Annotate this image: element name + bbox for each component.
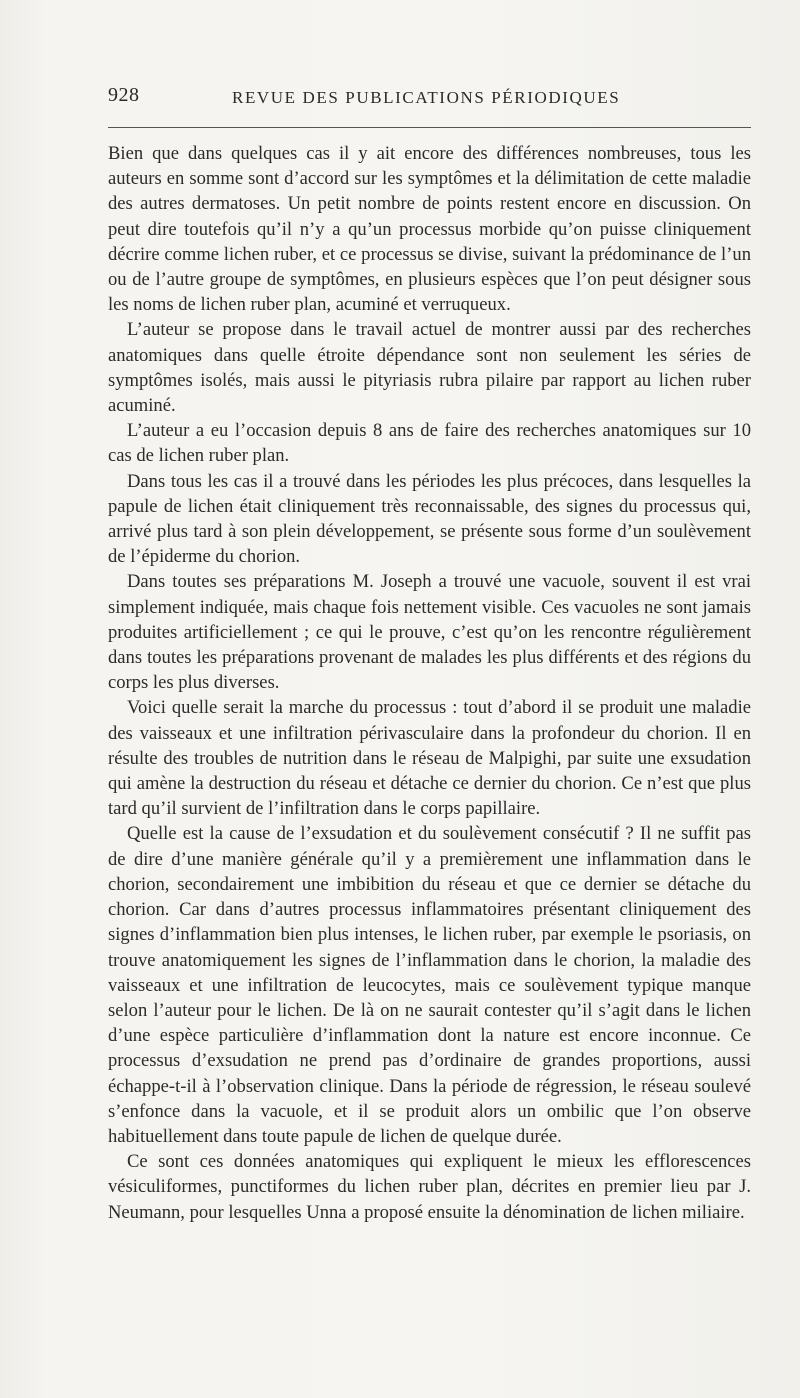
page-number: 928 [108, 84, 140, 106]
paragraph: Dans tous les cas il a trouvé dans les périodes les plus précoces, dans lesquelles la papule de lichen était cliniquement très reconnaissable, des signes du processus qui, arrivé plus tard à son plein développement, se présente sous forme d’un soulèvement de l’épiderme du chorion. [108, 470, 751, 568]
article-body [108, 141, 751, 1225]
paragraph: Quelle est la cause de l’exsudation et du soulèvement consécutif ? Il ne suffit pas de dire d’une manière générale qu’il y a premièrement une inflammation dans le chorion, secondairement une imbibition du réseau et que ce dernier se détache du chorion. Car dans d’autres processus inflammatoires présentant cliniquement des signes d’inflammation bien plus intenses, le lichen ruber, par exemple le psoriasis, on trouve anatomiquement les signes de l’inflammation dans le chorion, la maladie des vaisseaux et une infiltration de leucocytes, mais ce soulèvement typique manque selon l’auteur pour le lichen. De là on ne saurait contester qu’il s’agit dans le lichen d’une espèce particulière d’inflammation dont la nature est encore inconnue. Ce processus d’exsudation ne prend pas d’ordinaire de grandes proportions, aussi échappe-t-il à l’observation clinique. Dans la période de régression, le réseau soulevé s’enfonce dans la vacuole, et il se produit alors un ombilic que l’on observe habituellement dans toute papule de lichen de quelque durée. [108, 823, 751, 1147]
paragraph: Dans toutes ses préparations M. Joseph a trouvé une vacuole, souvent il est vrai simplement indiquée, mais chaque fois nettement visible. Ces vacuoles ne sont jamais produites artificiellement ; ce qui le prouve, c’est qu’on les rencontre régulièrement dans toutes les préparations provenant de malades les plus différents et des régions du corps les plus diverses. [108, 571, 751, 694]
paragraph: Ce sont ces données anatomiques qui expliquent le mieux les efflorescences vésiculiformes, punctiformes du lichen ruber plan, décrites en premier lieu par J. Neumann, pour lesquelles Unna a proposé ensuite la dénomination de lichen miliaire. [108, 1151, 751, 1223]
running-head: REVUE DES PUBLICATIONS PÉRIODIQUES [232, 88, 621, 107]
paragraph: L’auteur se propose dans le travail actuel de montrer aussi par des recherches anatomiques dans quelle étroite dépendance sont non seulement les séries de symptômes isolés, mais aussi le pityriasis rubra pilaire par rapport au lichen ruber acuminé. [108, 319, 751, 417]
paragraph: Bien que dans quelques cas il y ait encore des différences nombreuses, tous les auteurs en somme sont d’accord sur les symptômes et la délimitation de cette maladie des autres dermatoses. Un petit nombre de points restent encore en discussion. On peut dire toutefois qu’il n’y a qu’un processus morbide qu’on puisse cliniquement décrire comme lichen ruber, et ce processus se divise, suivant la prédominance de l’un ou de l’autre groupe de symptômes, en plusieurs espèces que l’on peut désigner sous les noms de lichen ruber plan, acuminé et verruqueux. [108, 143, 751, 316]
paragraph: Voici quelle serait la marche du processus : tout d’abord il se produit une maladie des vaisseaux et une infiltration périvasculaire dans la profondeur du chorion. Il en résulte des troubles de nutrition dans le réseau de Malpighi, par suite une exsudation qui amène la destruction du réseau et détache ce dernier du chorion. Ce n’est que plus tard qu’il survient de l’infiltration dans le corps papillaire. [108, 697, 751, 820]
header-rule [108, 127, 751, 128]
paragraph: L’auteur a eu l’occasion depuis 8 ans de faire des recherches anatomiques sur 10 cas de lichen ruber plan. [108, 420, 751, 467]
page-header [108, 84, 758, 114]
